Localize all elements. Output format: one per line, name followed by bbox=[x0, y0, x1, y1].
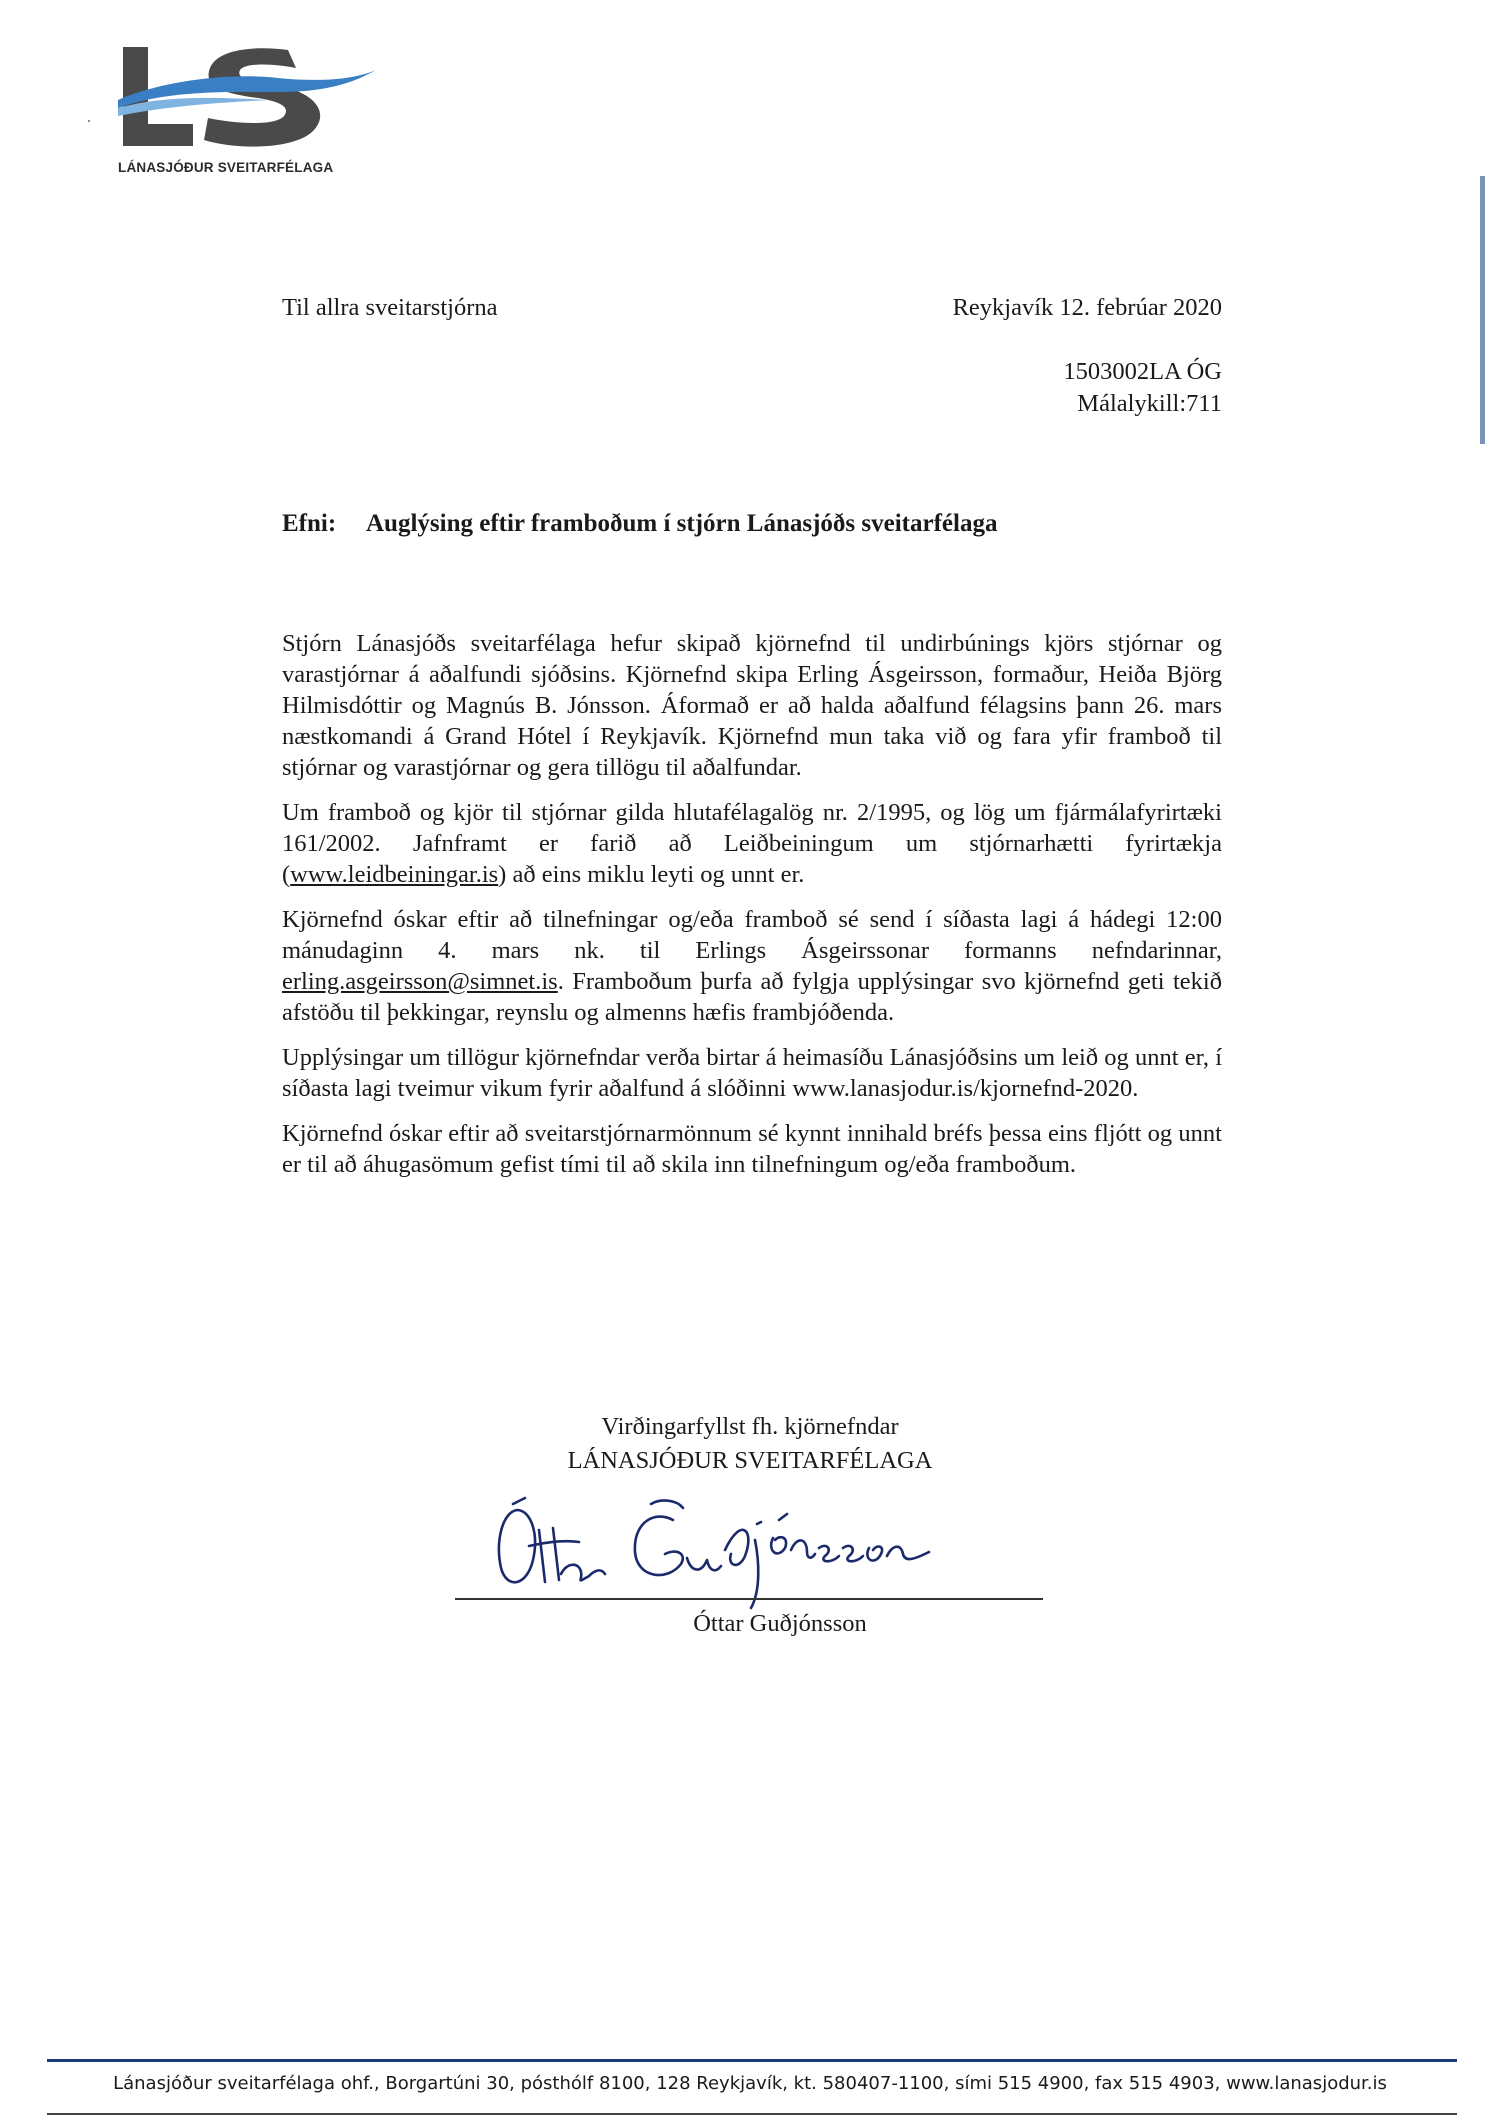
subject-label: Efni: bbox=[282, 510, 337, 537]
paragraph-2-text-b: ) að eins miklu leyti og unnt er. bbox=[498, 861, 805, 888]
signature-line bbox=[455, 1598, 1043, 1600]
logo-wordmark: LÁNASJÓÐUR SVEITARFÉLAGA bbox=[118, 160, 334, 175]
place-date: Reykjavík 12. febrúar 2020 bbox=[952, 294, 1222, 321]
footer-rule bbox=[47, 2059, 1457, 2062]
paragraph-3 bbox=[282, 904, 1222, 1028]
addressee: Til allra sveitarstjórna bbox=[282, 294, 498, 321]
email-link[interactable]: erling.asgeirsson@simnet.is bbox=[282, 968, 558, 995]
scan-edge-mark bbox=[1480, 176, 1485, 444]
reference-number: 1503002LA ÓG bbox=[1063, 358, 1222, 385]
handwritten-signature bbox=[455, 1490, 975, 1610]
bottom-rule bbox=[47, 2113, 1457, 2115]
signature-drawing bbox=[455, 1490, 975, 1610]
paragraph-4: Upplýsingar um tillögur kjörnefndar verða birtar á heimasíðu Lánasjóðsins um leið og unnt er, í síðasta lagi tveimur vikum fyrir aðalfund á slóðinni www.lanasjodur.is/kjornefnd-2020. bbox=[282, 1044, 1222, 1102]
paragraph-3-text-b: . Framboðum þurfa að fylgja upplýsingar svo kjörnefnd geti tekið afstöðu til þekkingar, reynslu og almenns hæfis frambjóðenda. bbox=[282, 968, 1222, 1026]
paragraph-2-text-a: Um framboð og kjör til stjórnar gilda hlutafélagalög nr. 2/1995, og lög um fjármálafyrirtæki 161/2002. Jafnframt er farið að Leiðbeiningum um stjórnarhætti fyrirtækja ( bbox=[282, 799, 1222, 888]
case-key: Málalykill:711 bbox=[1077, 390, 1222, 417]
ls-logo-mark bbox=[118, 42, 378, 160]
paragraph-5: Kjörnefnd óskar eftir að sveitarstjórnarmönnum sé kynnt innihald bréfs þessa eins fljótt og unnt er til að áhugasömum gefist tími til að skila inn tilnefningum og/eða framboðum. bbox=[282, 1120, 1222, 1178]
signer-name: Óttar Guðjónsson bbox=[693, 1610, 867, 1637]
paragraph-2 bbox=[282, 797, 1222, 890]
organization-line: LÁNASJÓÐUR SVEITARFÉLAGA bbox=[567, 1447, 933, 1474]
letter-body bbox=[282, 628, 1222, 1194]
subject-text: Auglýsing eftir framboðum í stjórn Lánasjóðs sveitarfélaga bbox=[366, 510, 998, 537]
company-logo bbox=[118, 42, 378, 177]
leidbeiningar-link[interactable]: www.leidbeiningar.is bbox=[290, 861, 499, 888]
footer-address: Lánasjóður sveitarfélaga ohf., Borgartúni 30, pósthólf 8100, 128 Reykjavík, kt. 580407-1100, sími 515 4900, fax 515 4903, www.lanasjodur.is bbox=[113, 2073, 1387, 2094]
subject-line bbox=[282, 510, 997, 538]
reference-block bbox=[1063, 356, 1222, 420]
paragraph-3-text-a: Kjörnefnd óskar eftir að tilnefningar og/eða framboð sé send í síðasta lagi á hádegi 12:00 mánudaginn 4. mars nk. til Erlings Ásgeirssonar formanns nefndarinnar, bbox=[282, 906, 1222, 964]
paragraph-1: Stjórn Lánasjóðs sveitarfélaga hefur skipað kjörnefnd til undirbúnings kjörs stjórnar og varastjórnar á aðalfundi sjóðsins. Kjörnefnd skipa Erling Ásgeirsson, formaður, Heiða Björg Hilmisdóttir og Magnús B. Jónsson. Áformað er að halda aðalfund félagsins þann 26. mars næstkomandi á Grand Hótel í Reykjavík. Kjörnefnd mun taka við og fara yfir framboð til stjórnar og varastjórnar og gera tillögu til aðalfundar. bbox=[282, 630, 1222, 781]
scan-speck bbox=[88, 120, 90, 122]
regards-line: Virðingarfyllst fh. kjörnefndar bbox=[601, 1413, 899, 1440]
